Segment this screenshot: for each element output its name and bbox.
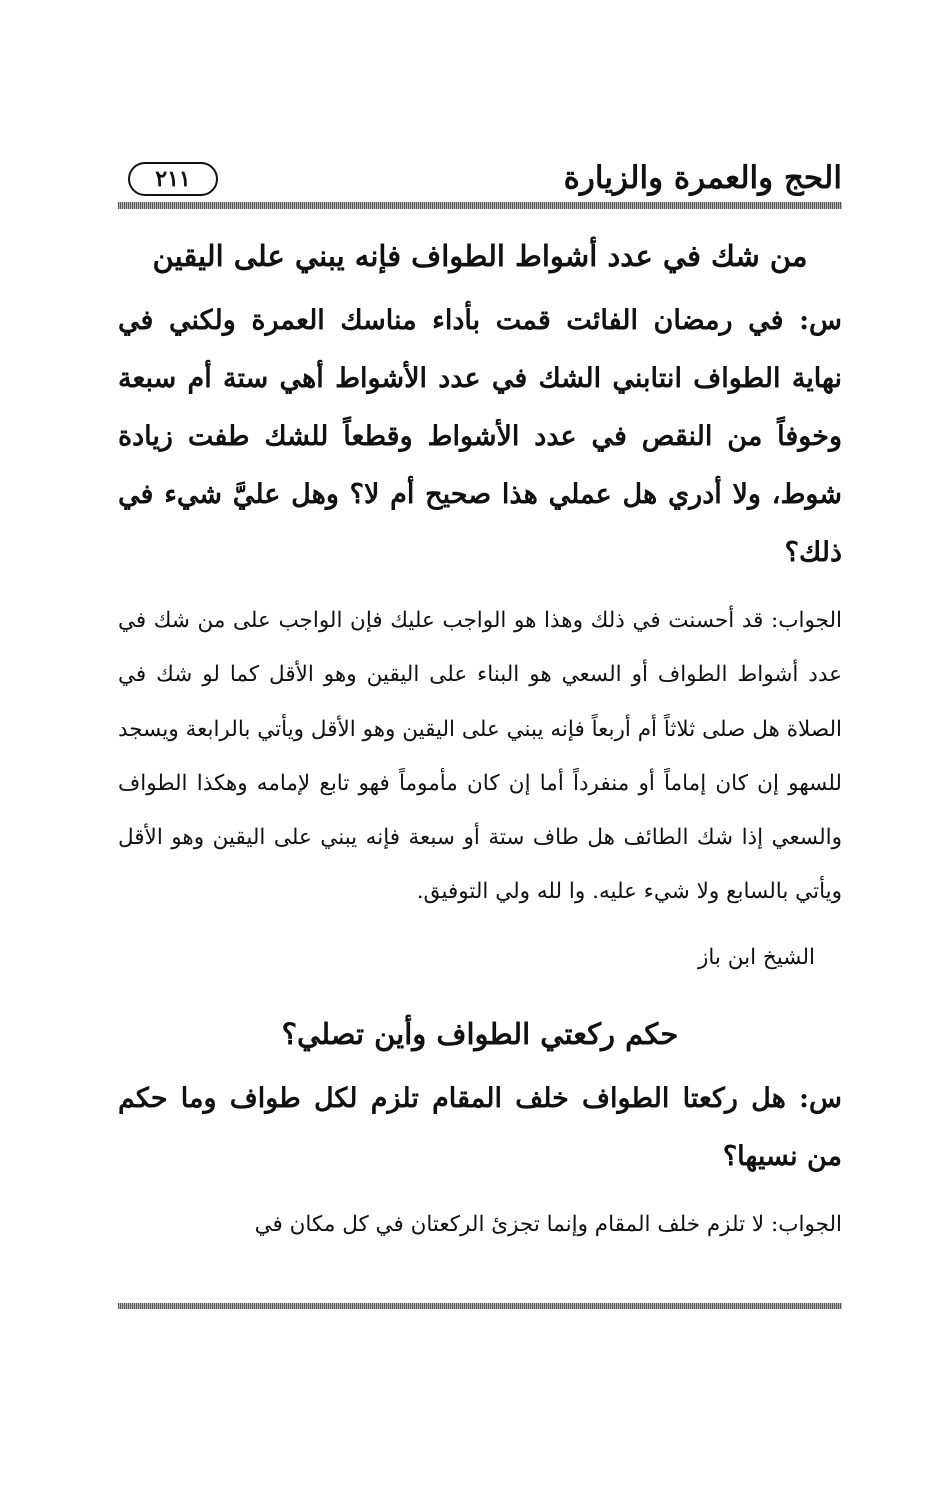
header-divider — [118, 202, 842, 209]
section-title: حكم ركعتي الطواف وأين تصلي؟ — [281, 1016, 679, 1051]
answer-text: الجواب: لا تلزم خلف المقام وإنما تجزئ الركعتان في كل مكان في — [254, 1211, 842, 1237]
page-number: ٢١١ — [128, 162, 218, 196]
fatwa-author: الشيخ ابن باز — [698, 944, 815, 970]
book-title: الحج والعمرة والزيارة — [563, 160, 842, 196]
section-title: من شك في عدد أشواط الطواف فإنه يبني على اليقين — [152, 239, 808, 273]
question-text: س: هل ركعتا الطواف خلف المقام تلزم لكل طواف وما حكم من نسيها؟ — [118, 1082, 842, 1172]
answer-text: الجواب: قد أحسنت في ذلك وهذا هو الواجب عليك فإن الواجب على من شك في عدد أشواط الطواف أو السعي هو البناء على اليقين وهو الأقل كما لو شك في الصلاة هل صلى ثلاثاً أم أربعاً فإنه يبني على اليقين وهو الأقل ويأتي بالرابعة ويسجد للسهو إن كان إماماً أو منفرداً أما إن كان مأموماً فهو تابع لإمامه وهكذا الطواف والسعي إذا شك الطائف هل طاف ستة أو سبعة فإنه يبني على اليقين وهو الأقل ويأتي بالسابع ولا شيء عليه. وا لله ولي التوفيق. — [118, 608, 842, 905]
footer-divider — [118, 1303, 842, 1309]
book-page — [118, 150, 842, 1330]
running-header — [118, 150, 842, 210]
question-text: س: في رمضان الفائت قمت بأداء مناسك العمرة ولكني في نهاية الطواف انتابني الشك في عدد الأشواط أهي ستة أم سبعة وخوفاً من النقص في عدد الأشواط وقطعاً للشك طفت زيادة شوط، ولا أدري هل عملي هذا صحيح أم لا؟ وهل عليَّ شيء في ذلك؟ — [118, 305, 842, 568]
